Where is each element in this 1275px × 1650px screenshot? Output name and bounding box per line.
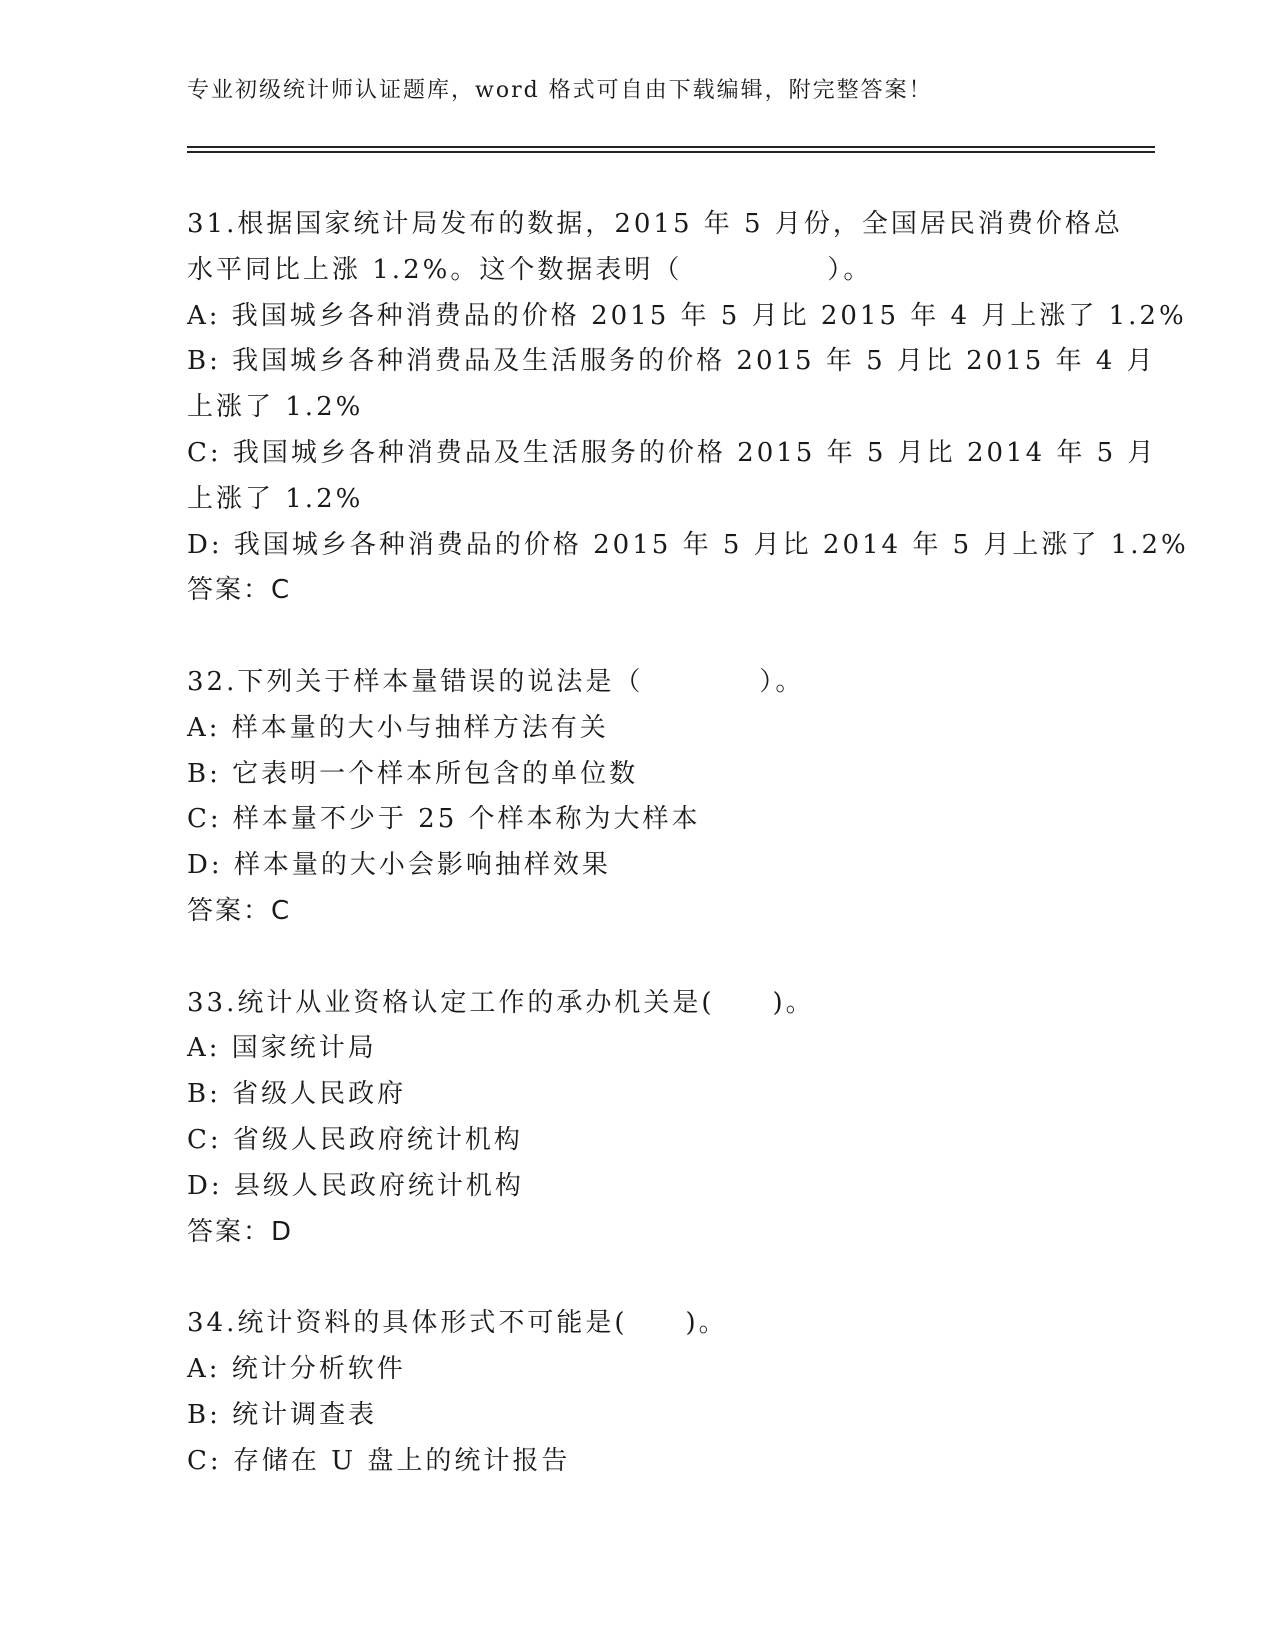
question-33: [187, 981, 1087, 1256]
answer-line: 答案：C: [187, 895, 292, 926]
option-c: C: 我国城乡各种消费品及生活服务的价格 2015 年 5 月比 2014 年 5 月: [187, 437, 1157, 468]
option-d: D: 样本量的大小会影响抽样效果: [187, 850, 611, 881]
option-a: A: 我国城乡各种消费品的价格 2015 年 5 月比 2015 年 4 月上涨了 1.2%: [187, 300, 1187, 331]
question-stem-line: 水平同比上涨 1.2%。这个数据表明（ ）。: [187, 254, 873, 285]
option-d: D: 我国城乡各种消费品的价格 2015 年 5 月比 2014 年 5 月上涨了 1.2%: [187, 529, 1189, 560]
option-a: A: 样本量的大小与抽样方法有关: [187, 712, 609, 743]
option-c: C: 省级人民政府统计机构: [187, 1124, 523, 1155]
header-divider: [187, 146, 1155, 153]
option-b-continued: 上涨了 1.2%: [187, 392, 364, 423]
option-c: C: 存储在 U 盘上的统计报告: [187, 1445, 571, 1476]
question-34: [187, 1301, 1087, 1484]
page-header: 专业初级统计师认证题库，word 格式可自由下载编辑，附完整答案！: [187, 78, 933, 103]
question-stem-line: 34.统计资料的具体形式不可能是( )。: [187, 1308, 728, 1339]
answer-line: 答案：D: [187, 1216, 294, 1247]
option-b: B: 它表明一个样本所包含的单位数: [187, 758, 639, 789]
question-32: [187, 660, 1087, 935]
question-list: [187, 202, 1189, 1530]
option-b: B: 统计调查表: [187, 1399, 378, 1430]
question-stem-line: 32.下列关于样本量错误的说法是（ ）。: [187, 666, 805, 697]
question-stem-line: 33.统计从业资格认定工作的承办机关是( )。: [187, 987, 815, 1018]
option-c: C: 样本量不少于 25 个样本称为大样本: [187, 804, 701, 835]
answer-line: 答案：C: [187, 575, 292, 606]
option-b: B: 省级人民政府: [187, 1079, 407, 1110]
option-a: A: 国家统计局: [187, 1033, 377, 1064]
option-a: A: 统计分析软件: [187, 1353, 406, 1384]
question-stem-line: 31.根据国家统计局发布的数据，2015 年 5 月份，全国居民消费价格总: [187, 209, 1123, 239]
option-b: B: 我国城乡各种消费品及生活服务的价格 2015 年 5 月比 2015 年 4 月: [187, 346, 1156, 377]
option-c-continued: 上涨了 1.2%: [187, 483, 364, 514]
option-d: D: 县级人民政府统计机构: [187, 1170, 524, 1201]
question-31: [187, 202, 1189, 614]
